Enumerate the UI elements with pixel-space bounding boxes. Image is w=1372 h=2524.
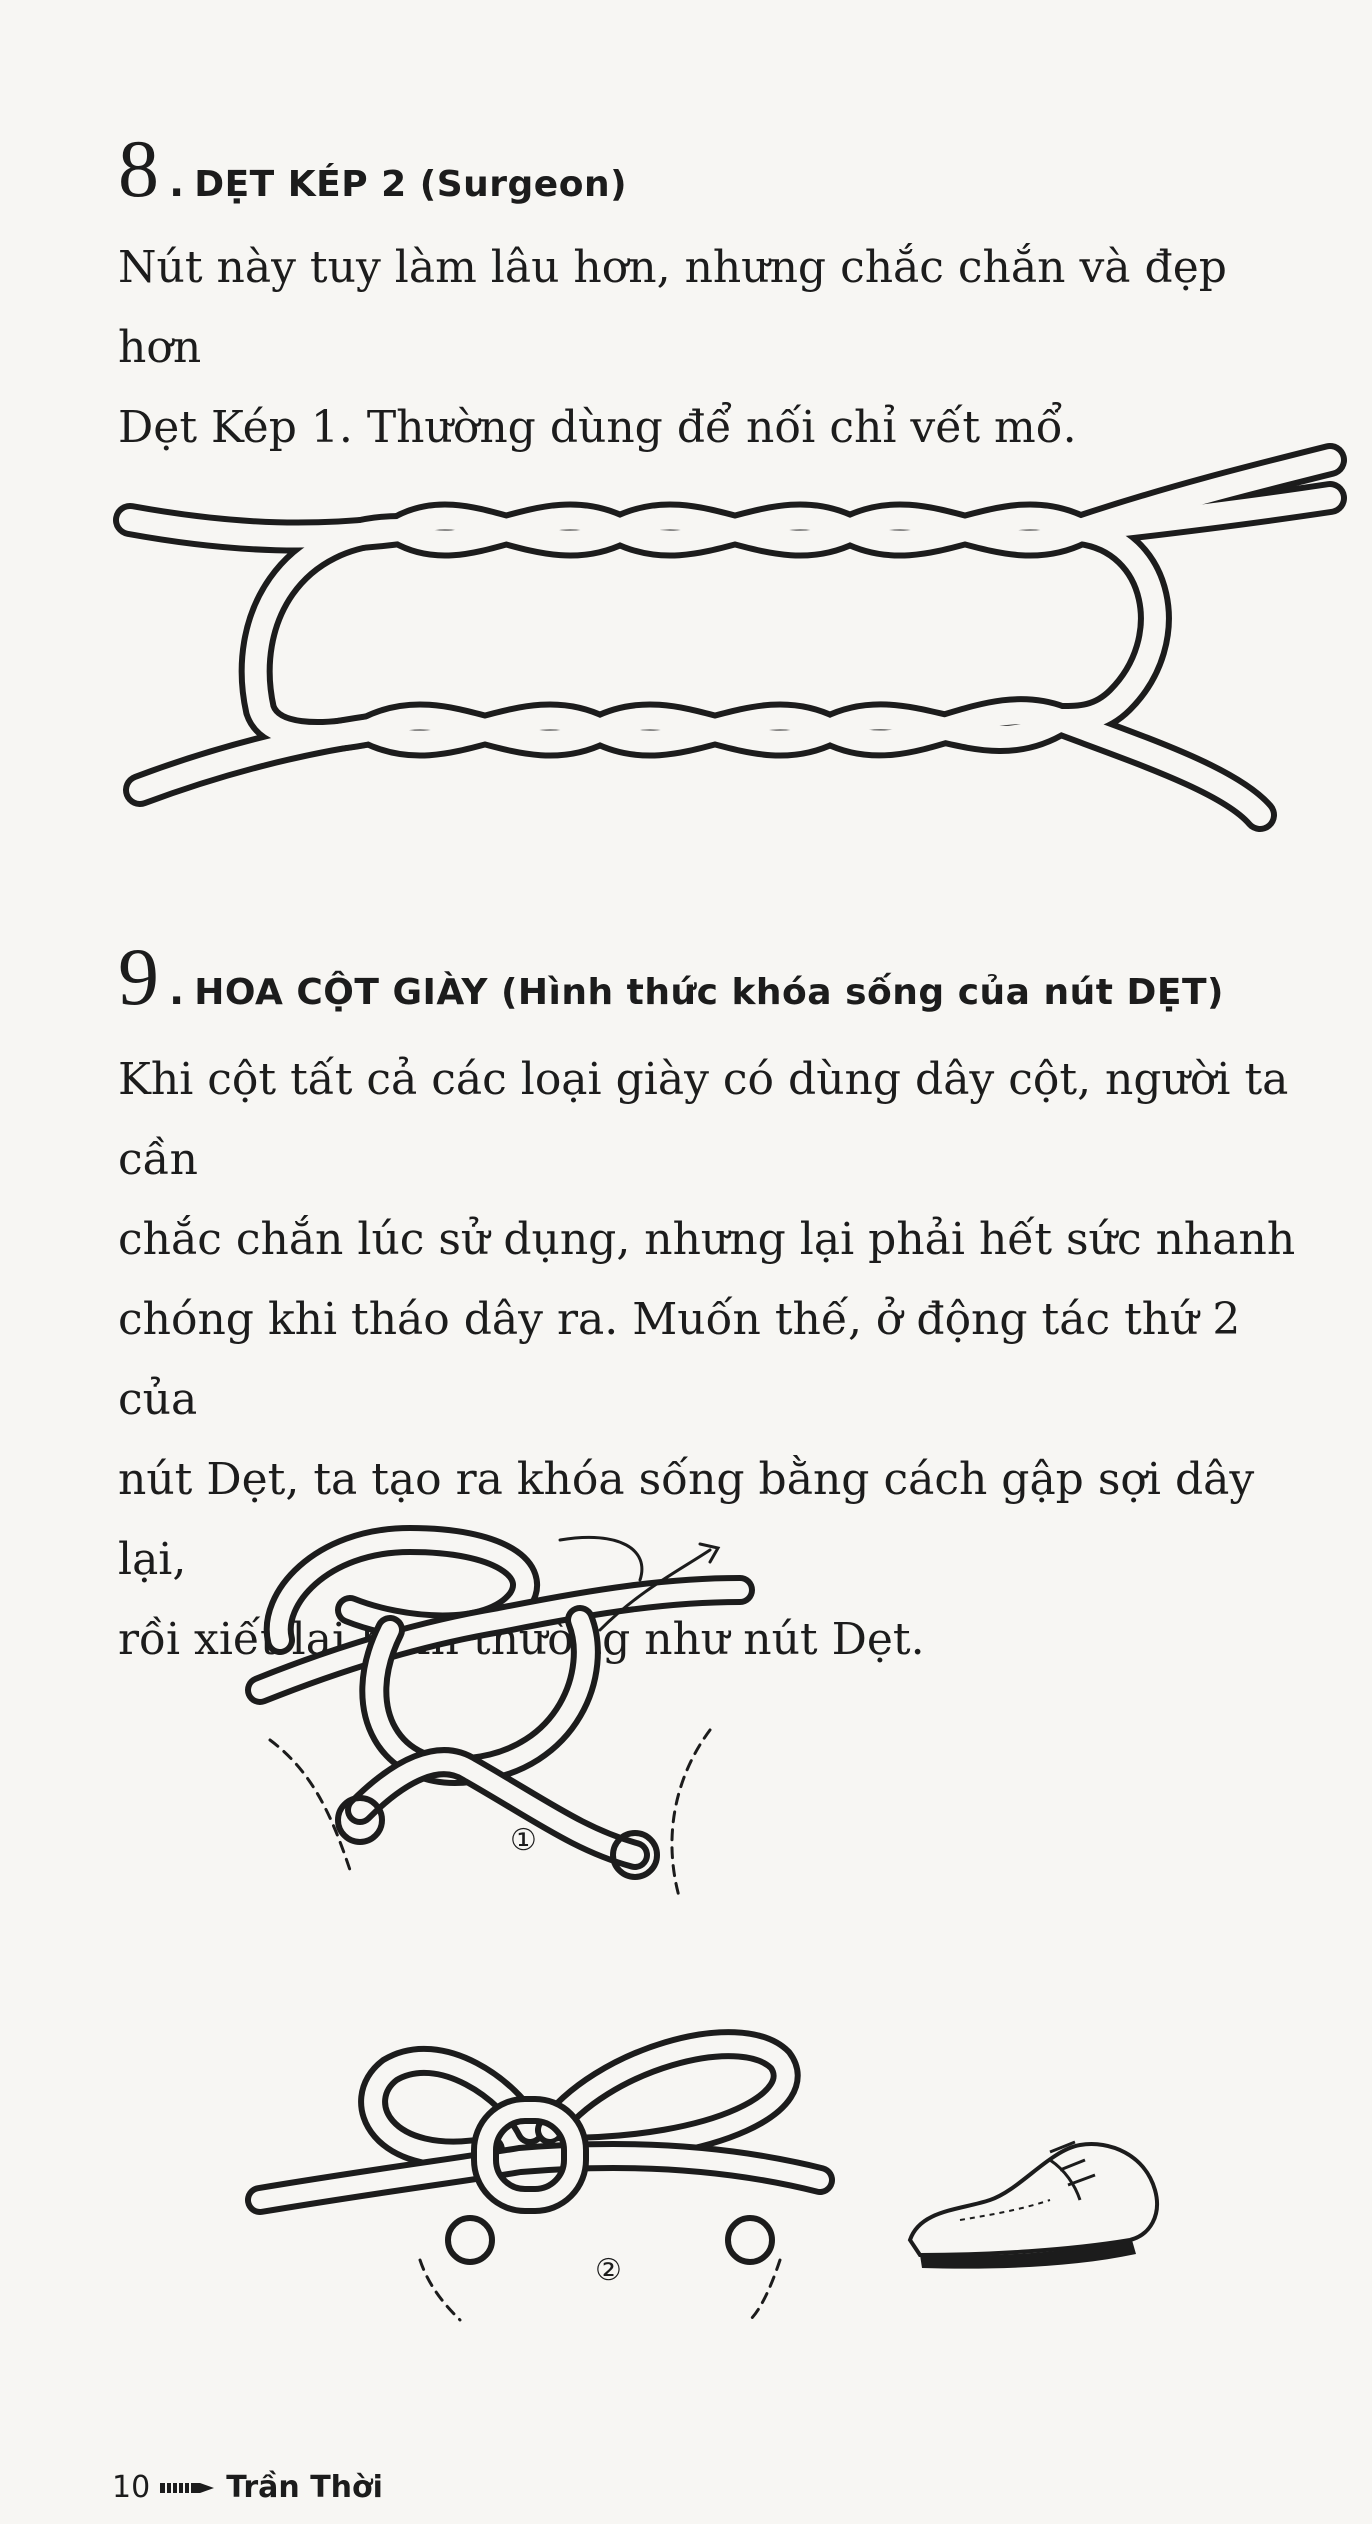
surgeon-knot-illustration (120, 420, 1340, 850)
text-line: chắc chắn lúc sử dụng, nhưng lại phải hết sức nhanh (118, 1214, 1296, 1265)
shoe-icon (900, 2130, 1170, 2280)
section-9-title (118, 931, 1224, 1022)
section-number: 9 (118, 931, 159, 1022)
text-line: chóng khi tháo dây ra. Muốn thế, ở động tác thứ 2 của (118, 1294, 1241, 1425)
author-name: Trần Thời (226, 2470, 383, 2505)
section-heading: HOA CỘT GIÀY (Hình thức khóa sống của nút DẸT) (194, 972, 1224, 1013)
text-line: Dẹt Kép 1. Thường dùng để nối chỉ vết mổ. (118, 402, 1077, 453)
page-footer (112, 2470, 383, 2505)
section-dot: . (169, 160, 185, 206)
text-line: Nút này tuy làm lâu hơn, nhưng chắc chắn và đẹp hơn (118, 242, 1227, 373)
page-number: 10 (112, 2470, 151, 2505)
shoelace-step-1-illustration (240, 1510, 760, 1990)
section-number: 8 (118, 123, 159, 214)
shoelace-step-2-illustration (260, 2000, 820, 2320)
text-line: Khi cột tất cả các loại giày có dùng dây cột, người ta cần (118, 1054, 1289, 1185)
section-dot: . (169, 968, 185, 1014)
section-heading: DẸT KÉP 2 (Surgeon) (194, 164, 628, 205)
text-line: nút Dẹt, ta tạo ra khóa sống bằng cách gập sợi dây lại, (118, 1454, 1255, 1585)
text-line: rồi xiết lại bình thường như nút Dẹt. (118, 1614, 925, 1665)
rope-end-icon (160, 2479, 216, 2497)
step-2-label: ② (595, 2253, 622, 2288)
step-1-label: ① (510, 1823, 537, 1858)
section-8-title (118, 123, 628, 214)
